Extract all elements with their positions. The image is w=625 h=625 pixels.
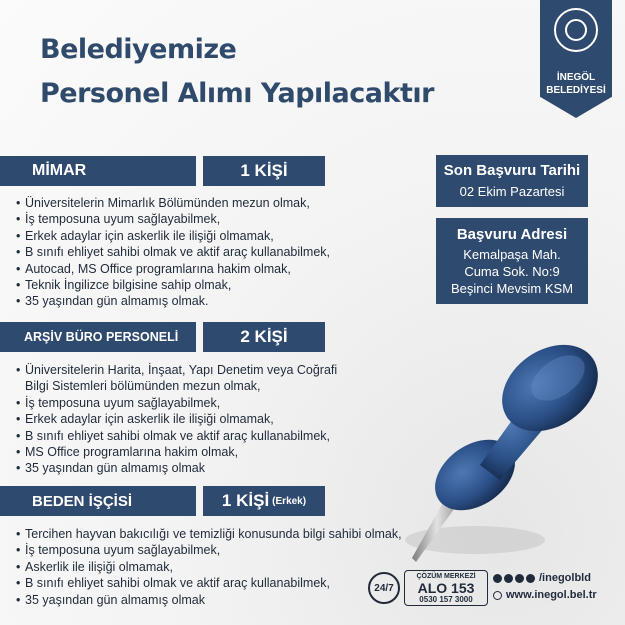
requirement-item: • Üniversitelerin Mimarlık Bölümünden mezun olmak,	[16, 195, 346, 211]
seal-icon	[554, 8, 598, 52]
requirement-item: • Üniversitelerin Harita, İnşaat, Yapı Denetim veya Coğrafi Bilgi Sistemleri bölümünden mezun olmak,	[16, 362, 346, 395]
requirement-item: • Tercihen hayvan bakıcılığı ve temizliği konusunda bilgi sahibi olmak,	[16, 526, 436, 542]
solution-center-number: ALO 153	[417, 580, 475, 596]
title-line-1: Belediyemize	[40, 34, 237, 65]
social-row	[493, 572, 591, 584]
deadline-date: 02 Ekim Pazartesi	[459, 184, 565, 199]
address-line-1: Kemalpaşa Mah.	[463, 247, 561, 262]
requirement-item: • 35 yaşından gün almamış olmak	[16, 460, 346, 476]
position-2-role: ARŞİV BÜRO PERSONELİ	[0, 322, 196, 352]
requirement-item: • 35 yaşından gün almamış olmak.	[16, 293, 346, 309]
social-handle[interactable]: /inegolbld	[539, 572, 591, 584]
page-title	[40, 28, 434, 116]
requirement-item: • B sınıfı ehliyet sahibi olmak ve aktif araç kullanabilmek,	[16, 575, 436, 591]
support-badge-text: 24/7	[374, 582, 394, 594]
position-2-count: 2 KİŞİ	[203, 322, 325, 352]
website-row	[493, 589, 597, 601]
deadline-heading: Son Başvuru Tarihi	[443, 162, 581, 179]
facebook-icon[interactable]	[493, 574, 502, 583]
position-1-requirements	[16, 195, 346, 310]
requirement-item: • İş temposuna uyum sağlayabilmek,	[16, 211, 346, 227]
solution-center-label: ÇÖZÜM MERKEZİ	[416, 573, 476, 580]
requirement-item: • Autocad, MS Office programlarına hakim olmak,	[16, 261, 346, 277]
position-3-role: BEDEN İŞÇİSİ	[0, 486, 196, 516]
whatsapp-phone: 0530 157 3000	[419, 595, 473, 604]
address-box	[436, 218, 588, 304]
address-line-3: Beşinci Mevsim KSM	[450, 281, 574, 296]
position-3-count-value: 1 KİŞİ	[221, 491, 270, 510]
position-1-count: 1 KİŞİ	[203, 156, 325, 186]
requirement-item: • Erkek adaylar için askerlik ile ilişiği olmamak,	[16, 411, 346, 427]
logo-line-1: İNEGÖL	[556, 72, 596, 83]
requirement-item: • Erkek adaylar için askerlik ile ilişiği olmamak,	[16, 228, 346, 244]
requirement-item: • B sınıfı ehliyet sahibi olmak ve aktif araç kullanabilmek,	[16, 428, 346, 444]
requirement-item: • Askerlik ile ilişiği olmamak,	[16, 559, 436, 575]
globe-icon	[493, 591, 502, 600]
requirement-item: • İş temposuna uyum sağlayabilmek,	[16, 542, 436, 558]
solution-center-box	[404, 570, 488, 606]
position-3-count	[203, 486, 325, 516]
title-line-2: Personel Alımı Yapılacaktır	[40, 78, 434, 109]
logo-line-2: BELEDİYESİ	[546, 85, 606, 96]
address-heading: Başvuru Adresi	[456, 226, 568, 243]
push-pin-icon	[380, 300, 625, 580]
instagram-icon[interactable]	[515, 574, 524, 583]
support-24-7-icon	[368, 572, 400, 604]
requirement-item: • B sınıfı ehliyet sahibi olmak ve aktif araç kullanabilmek,	[16, 244, 346, 260]
position-1-role: MİMAR	[0, 156, 196, 186]
twitter-icon[interactable]	[504, 574, 513, 583]
deadline-box	[436, 155, 588, 207]
requirement-item: • MS Office programlarına hakim olmak,	[16, 444, 346, 460]
website-link[interactable]: www.inegol.bel.tr	[506, 589, 597, 601]
requirement-item: • İş temposuna uyum sağlayabilmek,	[16, 395, 346, 411]
address-line-2: Cuma Sok. No:9	[464, 264, 560, 279]
position-3-count-note: (Erkek)	[272, 495, 307, 507]
youtube-icon[interactable]	[526, 574, 535, 583]
position-2-requirements	[16, 362, 346, 477]
requirement-item: • Teknik İngilizce bilgisine sahip olmak,	[16, 277, 346, 293]
requirement-item: • 35 yaşından gün almamış olmak	[16, 592, 436, 608]
